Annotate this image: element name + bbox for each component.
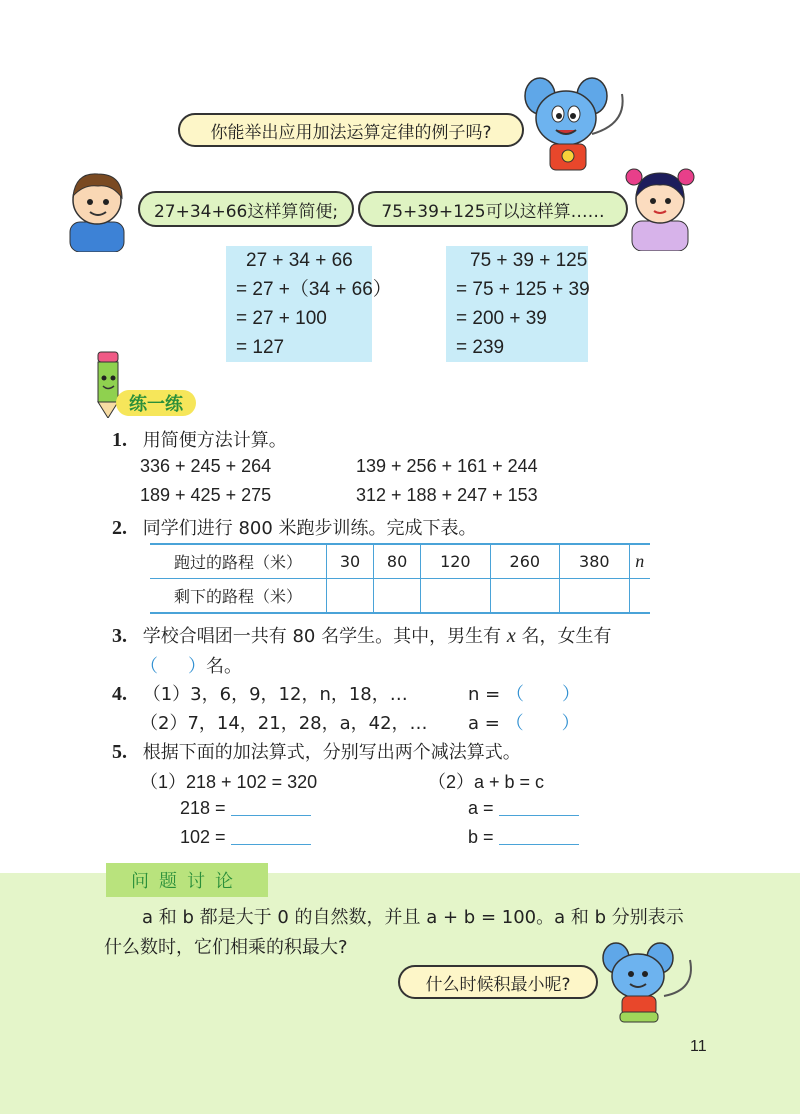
calc-right-line: 75 + 39 + 125	[470, 250, 588, 271]
practice-heading	[116, 390, 196, 416]
calc-left-line: 27 + 34 + 66	[246, 250, 353, 271]
boy-character-icon	[62, 166, 132, 252]
calc-box-left	[226, 246, 392, 362]
expression: 189 + 425 + 275	[140, 485, 272, 505]
answer-line	[180, 797, 311, 819]
answer-blank[interactable]	[499, 826, 579, 845]
calc-box-right	[446, 246, 588, 362]
mouse-character-icon	[522, 74, 632, 172]
question-number: 1.	[112, 429, 127, 451]
practice-heading-text: 练一练	[129, 394, 183, 415]
calc-left-line: = 127	[236, 337, 285, 358]
distance-table	[150, 543, 650, 614]
calc-right-line: = 75 + 125 + 39	[456, 279, 590, 300]
answer-blank[interactable]	[231, 826, 311, 845]
question-text: 学校合唱团一共有 80 名学生。其中，男生有	[142, 626, 502, 647]
question-number: 2.	[112, 517, 127, 539]
answer-blank[interactable]	[499, 797, 579, 816]
question-text: 用简便方法计算。	[142, 430, 287, 451]
answer-paren-close[interactable]: ）	[188, 656, 206, 677]
expression: 336 + 245 + 264	[140, 456, 272, 476]
table-cell-blank[interactable]	[490, 579, 559, 614]
answer-line	[180, 826, 311, 848]
answer-label: 218 =	[180, 798, 226, 818]
speech-bubble-mouse	[398, 965, 598, 999]
speech-bubble-girl-text: 75+39+125可以这样算……	[381, 201, 605, 222]
answer-line	[468, 797, 579, 819]
question-1	[112, 426, 287, 452]
table-cell-blank[interactable]	[327, 579, 374, 614]
variable: x	[506, 625, 516, 647]
answer-paren-open[interactable]: （	[505, 713, 524, 734]
calc-right-line: = 200 + 39	[456, 308, 547, 329]
table-cell-blank[interactable]	[374, 579, 421, 614]
speech-bubble-top	[178, 113, 524, 147]
speech-bubble-girl	[358, 191, 628, 227]
table-cell: 380	[560, 544, 629, 579]
table-row-label: 剩下的路程（米）	[150, 579, 327, 614]
question-3-answer	[140, 652, 242, 678]
question-number: 4.	[112, 683, 127, 705]
table-row-label: 跑过的路程（米）	[150, 544, 327, 579]
table-cell-blank[interactable]	[560, 579, 629, 614]
discussion-title-text: 问题讨论	[131, 871, 243, 892]
question-4-answer-2	[468, 709, 580, 735]
answer-line	[468, 826, 579, 848]
sequence-text: （1）3，6，9，12，n，18，…	[142, 684, 408, 705]
speech-bubble-mouse-text: 什么时候积最小呢?	[425, 974, 571, 995]
answer-blank[interactable]	[231, 797, 311, 816]
answer-label: 102 =	[180, 827, 226, 847]
table-cell: 120	[421, 544, 490, 579]
table-cell: 260	[490, 544, 559, 579]
question-2	[112, 514, 477, 540]
table-cell: 30	[327, 544, 374, 579]
calc-left-line: = 27 +（34 + 66）	[236, 279, 392, 300]
question-text: 同学们进行 800 米跑步训练。完成下表。	[142, 518, 477, 539]
table-cell: n	[629, 544, 650, 579]
answer-label: b =	[468, 827, 494, 847]
discussion-line-2: 什么数时，它们相乘的积最大?	[104, 937, 348, 958]
question-4-answer-1	[468, 680, 580, 706]
answer-paren-close[interactable]: ）	[561, 713, 580, 734]
mouse-character-icon	[598, 940, 700, 1024]
speech-bubble-boy-text: 27+34+66这样算简便;	[153, 201, 339, 222]
expression: 139 + 256 + 161 + 244	[356, 456, 538, 476]
calc-left-line: = 27 + 100	[236, 308, 327, 329]
question-text: 根据下面的加法算式，分别写出两个减法算式。	[142, 742, 521, 763]
table-cell-blank[interactable]	[421, 579, 490, 614]
answer-label: a =	[468, 713, 500, 734]
answer-label: a =	[468, 798, 494, 818]
speech-bubble-boy	[138, 191, 354, 227]
expression: 312 + 188 + 247 + 153	[356, 485, 538, 505]
calc-right-line: = 239	[456, 337, 505, 358]
speech-bubble-top-text: 你能举出应用加法运算定律的例子吗?	[210, 122, 492, 143]
answer-label: n =	[468, 684, 501, 705]
discussion-title	[106, 863, 268, 897]
page-number: 11	[690, 1038, 707, 1055]
answer-paren-open[interactable]: （	[505, 684, 524, 705]
question-3	[112, 622, 611, 648]
question-text: 名，女生有	[521, 626, 612, 647]
question-4	[112, 680, 408, 706]
question-number: 3.	[112, 625, 127, 647]
table-cell: 80	[374, 544, 421, 579]
question-text: 名。	[206, 656, 242, 677]
question-5	[112, 738, 521, 764]
girl-character-icon	[620, 163, 700, 251]
question-4-seq-2: （2）7，14，21，28，a，42，…	[140, 713, 428, 734]
question-number: 5.	[112, 741, 127, 763]
answer-paren-open[interactable]: （	[140, 656, 158, 677]
table-row	[150, 579, 650, 614]
discussion-line-1: a 和 b 都是大于 0 的自然数，并且 a + b = 100。a 和 b 分别表示	[142, 907, 684, 928]
table-row	[150, 544, 650, 579]
equation-right: （2）a + b = c	[428, 772, 545, 792]
answer-paren-close[interactable]: ）	[561, 684, 580, 705]
equation-left: （1）218 + 102 = 320	[140, 772, 318, 792]
table-cell-blank[interactable]	[629, 579, 650, 614]
